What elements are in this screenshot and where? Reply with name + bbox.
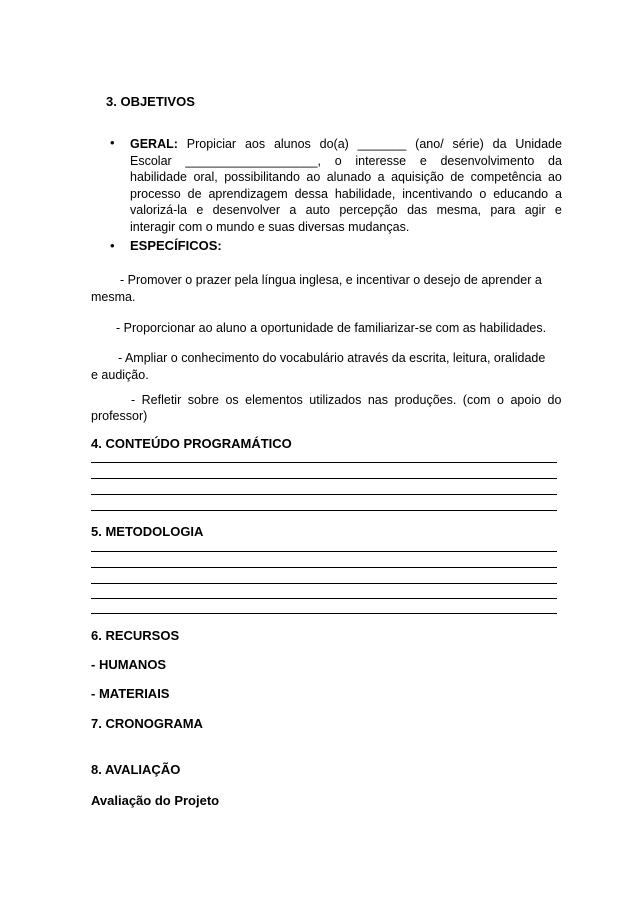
especifico-item-1-line-1 (120, 272, 562, 289)
word: valorizá-la (130, 203, 187, 217)
word: aquisição (391, 170, 444, 184)
word: a (289, 203, 297, 217)
especifico-item-3-line-2: e audição. (91, 368, 149, 382)
geral-line-2 (130, 153, 562, 170)
especifico-item-4-line-2: professor) (91, 409, 148, 423)
recursos-materiais: - MATERIAIS (91, 686, 170, 701)
heading-cronograma: 7. CRONOGRAMA (91, 716, 203, 731)
blank-line (91, 494, 557, 495)
geral-paragraph (130, 136, 562, 235)
word: do(a) (319, 137, 349, 151)
word: alunado (326, 170, 372, 184)
word: desenvolver (212, 203, 281, 217)
geral-line-5 (130, 202, 562, 219)
word: desenvolvimento (440, 153, 535, 168)
word: da (548, 153, 562, 168)
word: da (492, 137, 507, 151)
word: (ano/ (415, 137, 444, 151)
heading-objetivos: 3. OBJETIVOS (106, 94, 195, 109)
word: agir (524, 203, 546, 217)
word: aprendizagem (208, 186, 288, 201)
word: processo (130, 186, 181, 201)
heading-recursos: 6. RECURSOS (91, 628, 180, 643)
avaliacao-do-projeto: Avaliação do Projeto (91, 793, 220, 808)
item-text: - Promover o prazer pela língua inglesa, e incentivar o desejo de aprender a (120, 273, 542, 287)
word: série) (452, 137, 484, 151)
word: de (187, 186, 202, 201)
word: competência (470, 170, 542, 184)
word: a (555, 186, 562, 201)
blank-line (91, 567, 557, 568)
especifico-item-2: - Proporcionar ao aluno a oportunidade de familiarizar-se com as habilidades. (116, 321, 547, 335)
bullet-geral: • (110, 135, 115, 150)
word: Propiciar (186, 137, 237, 151)
especifico-item-1-line-2: mesma. (91, 290, 136, 304)
blank-line (91, 478, 557, 479)
word: ao (306, 170, 321, 184)
heading-conteudo-programatico: 4. CONTEÚDO PROGRAMÁTICO (91, 436, 292, 451)
word: o (334, 153, 342, 168)
word: habilidade, (334, 186, 396, 201)
word: de (450, 170, 465, 184)
word: possibilitando (224, 170, 300, 184)
word: e (554, 203, 562, 217)
blank-line (91, 613, 557, 614)
word: incentivando (402, 186, 473, 201)
blank-line (91, 462, 557, 463)
geral-line-4 (130, 186, 562, 203)
word: habilidade (130, 170, 187, 184)
word: para (490, 203, 516, 217)
word: dessa (294, 186, 328, 201)
word: oral, (193, 170, 218, 184)
word: percepção (339, 203, 398, 217)
heading-avaliacao: 8. AVALIAÇÃO (91, 762, 181, 777)
blank-line (91, 598, 557, 599)
word: alunos (273, 137, 311, 151)
blank-line (91, 510, 557, 511)
word: ao (547, 170, 562, 184)
word: Escolar (130, 153, 172, 168)
word: a (377, 170, 385, 184)
bullet-especificos: • (110, 238, 115, 253)
word: mesma, (436, 203, 482, 217)
word: interagir com o mundo e suas diversas mudanças. (130, 219, 410, 234)
especifico-item-3-line-1: - Ampliar o conhecimento do vocabulário através da escrita, leitura, oralidade (118, 351, 546, 365)
recursos-humanos: - HUMANOS (91, 657, 167, 672)
blank-line (91, 583, 557, 584)
word: o (479, 186, 487, 201)
word: e (196, 203, 204, 217)
geral-label: GERAL: (130, 137, 178, 151)
word: _______ (357, 137, 407, 151)
word: Unidade (515, 137, 562, 151)
word: auto (305, 203, 330, 217)
especificos-label: ESPECÍFICOS: (130, 238, 222, 253)
geral-line-6 (130, 219, 562, 236)
word: aos (244, 137, 266, 151)
geral-line-3 (130, 169, 562, 186)
heading-metodologia: 5. METODOLOGIA (91, 524, 204, 539)
especifico-item-4-line-1: - Refletir sobre os elementos utilizados nas produções. (com o apoio do (131, 393, 562, 407)
word: e (419, 153, 427, 168)
geral-line-1 (130, 136, 562, 153)
word: educando (493, 186, 549, 201)
word: das (407, 203, 428, 217)
word: ___________________, (185, 153, 321, 168)
blank-line (91, 551, 557, 552)
word: interesse (355, 153, 407, 168)
